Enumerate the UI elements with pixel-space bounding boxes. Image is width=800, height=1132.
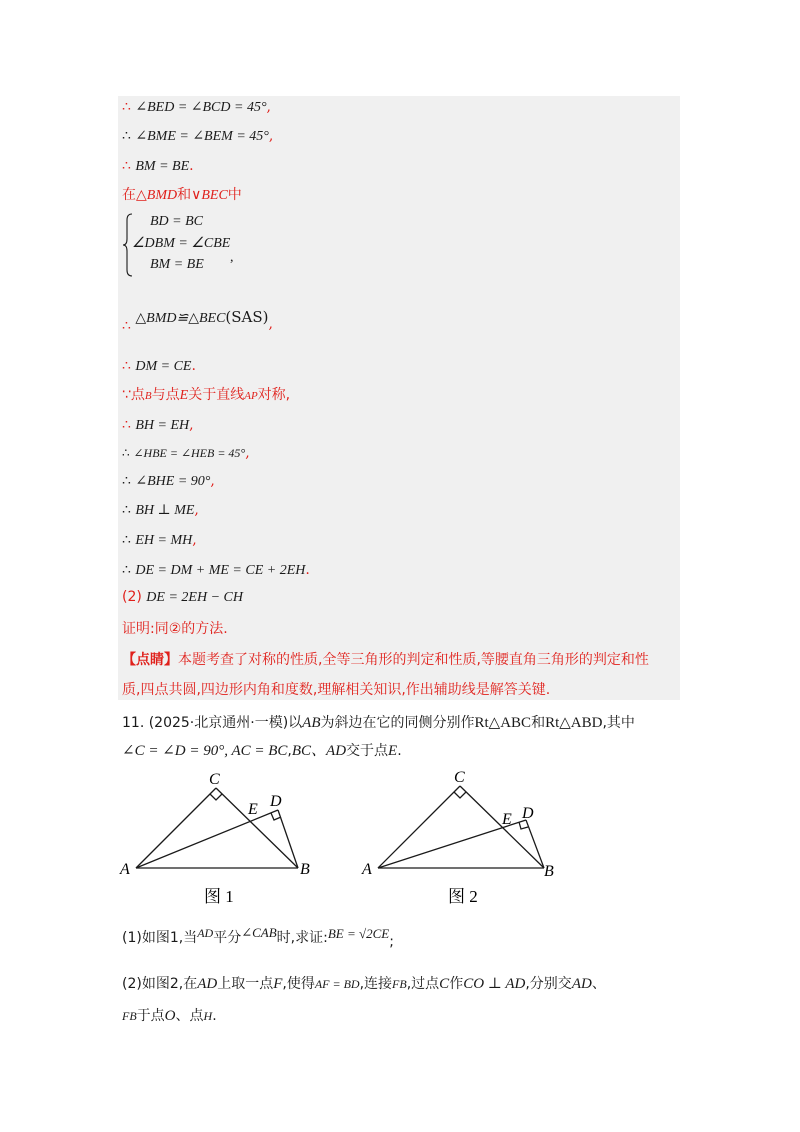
math-expression: AF = BD <box>314 977 360 991</box>
cn-text: 、 <box>591 976 606 992</box>
cn-text: 在 <box>122 187 136 203</box>
math-expression: H <box>203 1009 213 1023</box>
solution-line <box>122 308 273 332</box>
math-expression: AD <box>571 976 592 992</box>
cn-text: 和 <box>531 715 546 731</box>
cn-text: ∵点 <box>122 387 145 403</box>
therefore-symbol: ∴ <box>122 99 131 115</box>
equation-system <box>122 212 252 278</box>
cn-text: 平分 <box>213 930 242 946</box>
math-expression: FB <box>122 1009 137 1023</box>
math-expression: C <box>439 976 450 992</box>
segment-ad <box>136 810 278 868</box>
math-expression: BE = √2CE <box>327 926 390 941</box>
cn-text: (2)如图2,在 <box>122 976 198 992</box>
cn-text: ,连接 <box>359 976 393 992</box>
math-expression: F <box>273 976 283 992</box>
problem-part-2 <box>122 974 606 994</box>
solution-line <box>122 472 215 491</box>
cn-text: 为斜边在它的同侧分别作 <box>320 715 475 731</box>
therefore-symbol: ∴ <box>122 358 131 374</box>
part-label: (2) <box>122 589 142 605</box>
math-expression: ∠BHE = 90° <box>135 474 211 489</box>
math-expression: DE = 2EH − CH <box>146 590 243 605</box>
math-expression: AB <box>302 715 321 731</box>
cn-text: 于点 <box>136 1008 165 1024</box>
math-expression: BM = BE <box>135 159 190 174</box>
math-expression: ∠HBE = ∠HEB = 45° <box>133 446 246 460</box>
solution-line <box>122 416 194 435</box>
cn-text: 上取一点 <box>217 976 274 992</box>
math-expression: E <box>388 743 398 759</box>
math-expression: O <box>164 1008 176 1024</box>
punctuation: , <box>194 502 199 518</box>
math-expression: AP <box>244 390 258 402</box>
punctuation: , <box>192 532 197 548</box>
cn-text: 时,求证: <box>276 930 328 946</box>
solution-line <box>122 157 194 176</box>
math-expression: △BMD≌△BEC <box>135 311 226 326</box>
punctuation: . <box>191 358 196 374</box>
label-a: A <box>362 861 372 878</box>
math-expression: △BMD <box>136 188 178 203</box>
math-expression: ∠BME = ∠BEM = 45° <box>135 129 269 144</box>
math-expression: AD <box>197 926 214 940</box>
math-expression: BC、AD <box>291 743 347 759</box>
punctuation: , <box>266 99 271 115</box>
segment-db <box>526 820 544 868</box>
cn-text: 以 <box>288 715 303 731</box>
math-expression: DM = CE <box>135 359 192 374</box>
solution-line <box>122 98 271 117</box>
solution-line <box>122 561 310 580</box>
math-expression: Rt△ABC <box>474 715 532 731</box>
right-angle-c-icon <box>210 794 222 800</box>
therefore-symbol: ∴ <box>122 532 131 548</box>
right-angle-c-icon <box>454 792 466 798</box>
segment-cb <box>216 788 298 868</box>
cn-text: . <box>212 1008 217 1024</box>
comment-line <box>122 651 649 669</box>
cn-text: , <box>287 743 292 759</box>
cn-text: 中 <box>227 187 242 203</box>
label-c: C <box>454 769 465 786</box>
solution-line <box>122 386 290 405</box>
math-expression: ∠C = ∠D = 90°, AC = BC <box>122 743 288 759</box>
punctuation: , <box>210 473 215 489</box>
comment-tag: 【点睛】 <box>122 652 178 668</box>
math-expression: EH = MH <box>135 533 193 548</box>
solution-line <box>122 127 273 146</box>
punctuation: , <box>268 128 274 144</box>
problem-part-1 <box>122 925 394 950</box>
label-d: D <box>270 793 282 810</box>
label-b: B <box>544 863 554 880</box>
therefore-symbol: ∴ <box>122 502 131 518</box>
therefore-symbol: ∴ <box>122 417 131 433</box>
proof-note: 证明:同②的方法. <box>122 621 228 637</box>
label-c: C <box>209 771 220 788</box>
cn-text: ,其中 <box>602 715 635 731</box>
solution-line <box>122 501 199 520</box>
system-equation: ∠DBM = ∠CBE <box>132 236 231 251</box>
solution-line <box>122 531 197 550</box>
figure-caption: 图 1 <box>204 887 234 906</box>
system-equation: BD = BC <box>150 214 203 229</box>
math-expression: ∠CAB <box>241 925 277 940</box>
cn-text: 与点 <box>151 387 180 403</box>
segment-db <box>278 810 298 868</box>
therefore-symbol: ∴ <box>122 473 131 489</box>
cn-text: 交于点 <box>346 743 389 759</box>
segment-ac <box>136 788 216 868</box>
figure-2 <box>358 764 568 912</box>
label-e: E <box>248 801 258 818</box>
math-expression: FB <box>392 977 407 991</box>
segment-ac <box>378 786 460 868</box>
figure-1 <box>116 764 326 912</box>
cn-text: ; <box>389 934 394 950</box>
therefore-symbol: ∴ <box>122 158 131 174</box>
punctuation: , <box>230 250 234 265</box>
solution-line <box>122 186 242 205</box>
problem-source: (2025·北京通州·一模) <box>148 715 289 731</box>
label-b: B <box>300 861 310 878</box>
math-expression: Rt△ABD <box>545 715 603 731</box>
punctuation: , <box>189 417 194 433</box>
problem-part-2-cont <box>122 1006 217 1026</box>
math-expression: ∨BEC <box>191 188 228 203</box>
therefore-symbol: ∴ <box>122 128 131 144</box>
cn-text: 对称, <box>257 387 291 403</box>
comment-text: 质,四点共圆,四边形内角和度数,理解相关知识,作出辅助线是解答关键. <box>122 682 551 698</box>
cn-text: ,过点 <box>406 976 440 992</box>
solution-line <box>122 588 243 607</box>
cn-text: . <box>397 743 402 759</box>
solution-line <box>122 444 250 462</box>
comment-text: 本题考查了对称的性质,全等三角形的判定和性质,等腰直角三角形的判定和性 <box>178 652 649 668</box>
label-d: D <box>522 805 534 822</box>
label-e: E <box>502 811 512 828</box>
punctuation: . <box>189 158 194 174</box>
solution-line <box>122 357 196 376</box>
math-expression: CO ⊥ AD <box>463 976 526 992</box>
figure-caption: 图 2 <box>448 887 478 906</box>
cn-text: 关于直线 <box>188 387 245 403</box>
problem-line <box>122 713 635 733</box>
sas-label: (SAS) <box>225 308 269 326</box>
cn-text: ,分别交 <box>525 976 572 992</box>
problem-line <box>122 741 402 761</box>
cn-text: 和 <box>177 187 192 203</box>
punctuation: . <box>305 562 310 578</box>
therefore-symbol: ∴ <box>122 562 131 578</box>
math-expression: AD <box>197 976 218 992</box>
therefore-symbol: ∴ <box>122 446 130 460</box>
cn-text: (1)如图1,当 <box>122 930 198 946</box>
cn-text: 、点 <box>175 1008 204 1024</box>
punctuation: , <box>268 316 273 332</box>
math-expression: BH = EH <box>135 418 190 433</box>
math-expression: ∠BED = ∠BCD = 45° <box>135 100 267 115</box>
math-expression: E <box>179 388 189 403</box>
problem-number: 11. <box>122 715 145 731</box>
math-expression: BH ⊥ ME <box>135 503 195 518</box>
cn-text: ,使得 <box>282 976 315 992</box>
therefore-symbol: ∴ <box>122 318 131 334</box>
system-equation: BM = BE <box>150 257 204 272</box>
math-expression: DE = DM + ME = CE + 2EH <box>135 563 306 578</box>
label-a: A <box>120 861 130 878</box>
punctuation: , <box>245 445 250 461</box>
cn-text: 作 <box>449 976 464 992</box>
math-expression: B <box>144 390 152 402</box>
